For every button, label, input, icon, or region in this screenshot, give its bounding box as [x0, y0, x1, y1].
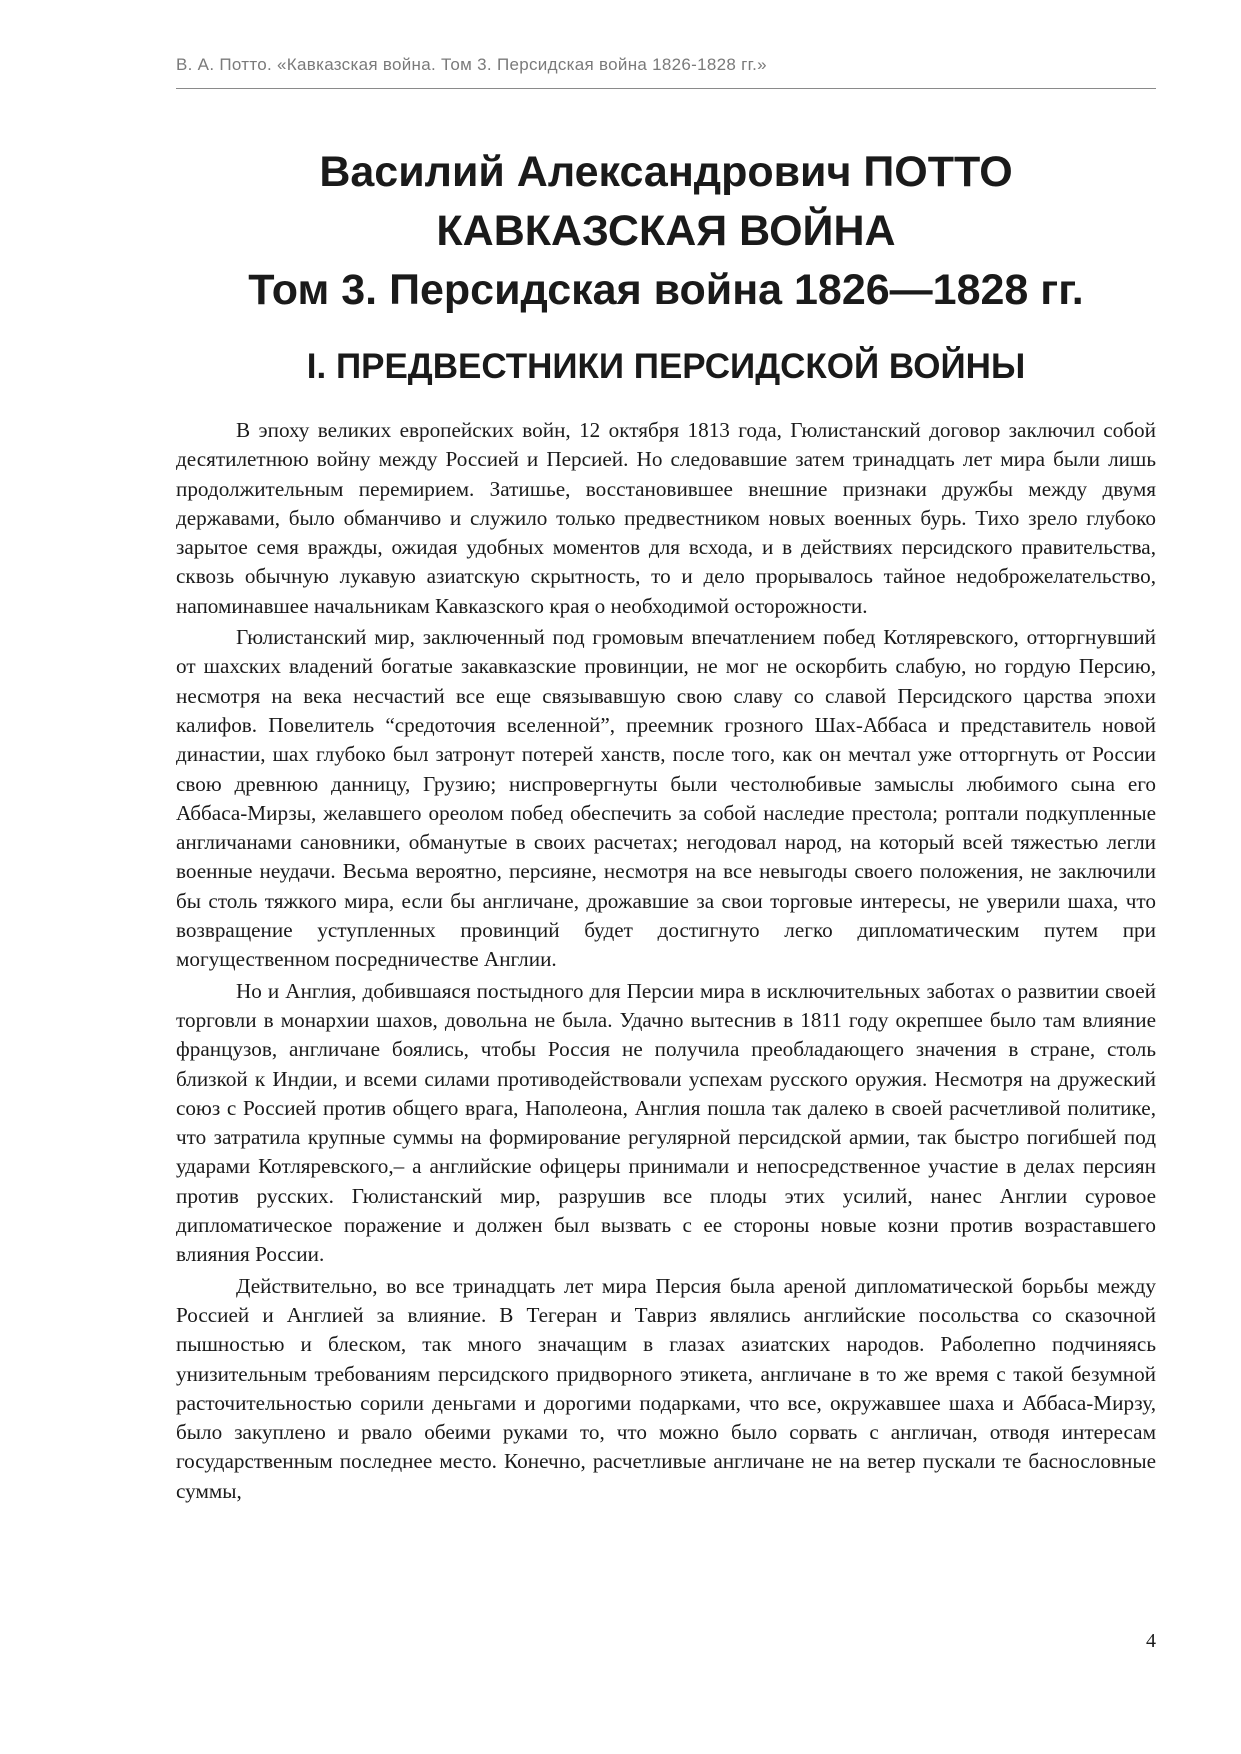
- header-rule: [176, 88, 1156, 89]
- chapter-heading: I. ПРЕДВЕСТНИКИ ПЕРСИДСКОЙ ВОЙНЫ: [306, 347, 1026, 386]
- title-author: Василий Александрович ПОТТО: [319, 148, 1013, 196]
- body-text: [176, 416, 1156, 1508]
- paragraph: Гюлистанский мир, заключенный под громовым впечатлением побед Котляревского, отторгнувший от шахских владений богатые закавказские провинции, не мог не оскорбить слабую, но гордую Персию, несмотря на века несчастий все еще связывавшую свою славу со славой Персидского царства эпохи калифов. Повелитель “средоточия вселенной”, преемник грозного Шах-Аббаса и представитель новой династии, шах глубоко был затронут потерей ханств, после того, как он мечтал уже отторгнуть от России свою древнюю данницу, Грузию; ниспровергнуты были честолюбивые замыслы любимого сына его Аббаса-Мирзы, желавшего ореолом побед обеспечить за собой наследие престола; роптали подкупленные англичанами сановники, обманутые в своих расчетах; негодовал народ, на который всей тяжестью легли военные неудачи. Весьма вероятно, персияне, несмотря на все невыгоды своего положения, не заключили бы столь тяжкого мира, если бы англичане, дрожавшие за свои торговые интересы, не уверили шаха, что возвращение уступленных провинций будет достигнуто легко дипломатическим путем при могущественном посредничестве Англии.: [176, 625, 1156, 972]
- paragraph: В эпоху великих европейских войн, 12 октября 1813 года, Гюлистанский договор заключил собой десятилетнюю войну между Россией и Персией. Но следовавшие затем тринадцать лет мира были лишь продолжительным перемирием. Затишье, восстановившее внешние признаки дружбы между двумя державами, было обманчиво и служило только предвестником новых военных бурь. Тихо зрело глубоко зарытое семя вражды, ожидая удобных моментов для всхода, и в действиях персидского правительства, сквозь обычную лукавую азиатскую скрытность, то и дело прорывалось тайное недоброжелательство, напоминавшее начальникам Кавказского края о необходимой осторожности.: [176, 418, 1156, 618]
- paragraph: Действительно, во все тринадцать лет мира Персия была ареной дипломатической борьбы между Россией и Англией за влияние. В Тегеран и Тавриз являлись английские посольства со сказочной пышностью и блеском, так много значащим в глазах азиатских народов. Раболепно подчиняясь унизительным требованиям персидского придворного этикета, англичане в то же время с такой безумной расточительностью сорили деньгами и дорогими подарками, что все, окружавшее шаха и Аббаса-Мирзу, было закуплено и рвало обеими руками то, что можно было сорвать с англичан, отводя интересам государственным последнее место. Конечно, расчетливые англичане не на ветер пускали те баснословные суммы,: [176, 1273, 1156, 1503]
- paragraph: Но и Англия, добившаяся постыдного для Персии мира в исключительных заботах о развитии своей торговли в монархии шахов, довольна не была. Удачно вытеснив в 1811 году окрепшее было там влияние французов, англичане боялись, чтобы Россия не получила преобладающего значения в стране, столь близкой к Индии, и всеми силами противодействовали успехам русского оружия. Несмотря на дружеский союз с Россией против общего врага, Наполеона, Англия пошла так далеко в своей расчетливой политике, что затратила крупные суммы на формирование регулярной персидской армии, так быстро погибшей под ударами Котляревского,– а английские офицеры принимали и непосредственное участие в делах персиян против русских. Гюлистанский мир, разрушив все плоды этих усилий, нанес Англии суровое дипломатическое поражение и должен был вызвать с ее стороны новые козни против возраставшего влияния России.: [176, 978, 1156, 1267]
- page-number: 4: [1146, 1630, 1156, 1652]
- running-header: В. А. Потто. «Кавказская война. Том 3. Персидская война 1826-1828 гг.»: [176, 55, 767, 74]
- title-volume: Том 3. Персидская война 1826—1828 гг.: [248, 266, 1084, 314]
- title-work: КАВКАЗСКАЯ ВОЙНА: [436, 207, 896, 255]
- title-block: [176, 143, 1156, 320]
